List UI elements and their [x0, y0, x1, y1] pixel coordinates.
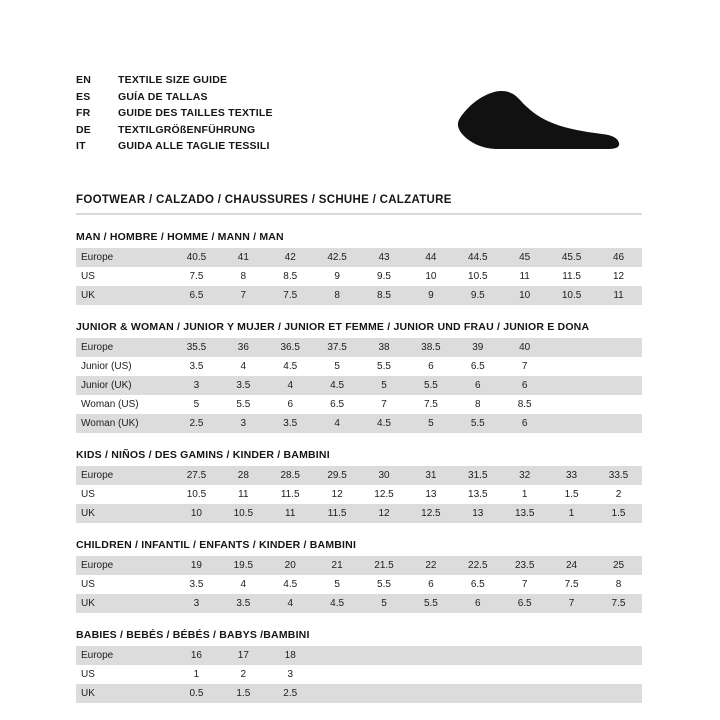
cell: 20: [267, 556, 314, 575]
section-children: [76, 539, 644, 613]
cell: 1.5: [548, 485, 595, 504]
cell: 12: [595, 267, 642, 286]
cell: 5: [361, 376, 408, 395]
cell: [361, 665, 408, 684]
row-label: UK: [76, 286, 173, 305]
cell: 11: [501, 267, 548, 286]
row-label: Europe: [76, 556, 173, 575]
cell: 6: [267, 395, 314, 414]
row-label: UK: [76, 594, 173, 613]
row-label: UK: [76, 504, 173, 523]
cell: 8.5: [501, 395, 548, 414]
cell: 9.5: [454, 286, 501, 305]
cell: 9.5: [361, 267, 408, 286]
row-label: Woman (UK): [76, 414, 173, 433]
section-junior-woman: [76, 321, 644, 433]
cell: 0.5: [173, 684, 220, 703]
cell: 12.5: [407, 504, 454, 523]
cell: 24: [548, 556, 595, 575]
cell: 37.5: [314, 338, 361, 357]
cell: [548, 376, 595, 395]
cell: 4.5: [267, 357, 314, 376]
cell: 7: [220, 286, 267, 305]
section-kids: [76, 449, 644, 523]
cell: 45: [501, 248, 548, 267]
language-code: ES: [76, 90, 91, 103]
cell: 4.5: [361, 414, 408, 433]
cell: 40.5: [173, 248, 220, 267]
cell: 6: [407, 575, 454, 594]
cell: 38.5: [407, 338, 454, 357]
language-title: TEXTILE SIZE GUIDE: [118, 74, 228, 86]
cell: 30: [361, 466, 408, 485]
cell: 7: [361, 395, 408, 414]
row-label: US: [76, 267, 173, 286]
cell: 7.5: [407, 395, 454, 414]
cell: 7.5: [548, 575, 595, 594]
table-row: [76, 594, 642, 613]
language-title: GUÍA DE TALLAS: [118, 90, 208, 103]
cell: [595, 414, 642, 433]
cell: 8.5: [361, 286, 408, 305]
cell: 6: [501, 376, 548, 395]
language-code: EN: [76, 74, 91, 86]
cell: 3.5: [173, 357, 220, 376]
cell: [548, 684, 595, 703]
cell: 28.5: [267, 466, 314, 485]
dress-shoe-icon: [454, 84, 624, 160]
cell: [595, 376, 642, 395]
table-row: [76, 414, 642, 433]
row-label: Europe: [76, 248, 173, 267]
language-code: IT: [76, 140, 86, 152]
language-title: TEXTILGRÖßENFÜHRUNG: [118, 123, 256, 136]
language-code: DE: [76, 123, 91, 136]
cell: 40: [501, 338, 548, 357]
header-divider: [76, 213, 642, 215]
cell: 18: [267, 646, 314, 665]
table-row: [76, 684, 642, 703]
cell: [407, 646, 454, 665]
cell: [595, 338, 642, 357]
cell: 25: [595, 556, 642, 575]
size-table-children: [76, 556, 642, 613]
cell: 10.5: [454, 267, 501, 286]
cell: [361, 646, 408, 665]
cell: [548, 646, 595, 665]
cell: [595, 395, 642, 414]
cell: 11: [220, 485, 267, 504]
cell: [501, 646, 548, 665]
section-title: BABIES / BEBÉS / BÉBÉS / BABYS /BAMBINI: [76, 629, 310, 641]
cell: 6.5: [173, 286, 220, 305]
cell: 44.5: [454, 248, 501, 267]
cell: 3: [173, 376, 220, 395]
cell: [595, 684, 642, 703]
cell: 5: [361, 594, 408, 613]
section-title: MAN / HOMBRE / HOMME / MANN / MAN: [76, 231, 284, 243]
cell: 13: [407, 485, 454, 504]
cell: 1: [548, 504, 595, 523]
cell: 31.5: [454, 466, 501, 485]
footwear-category-title: FOOTWEAR / CALZADO / CHAUSSURES / SCHUHE / CALZATURE: [76, 194, 452, 206]
cell: 33: [548, 466, 595, 485]
cell: [454, 646, 501, 665]
cell: 13.5: [501, 504, 548, 523]
row-label: Junior (US): [76, 357, 173, 376]
language-row: [76, 122, 273, 139]
cell: 7: [548, 594, 595, 613]
cell: 21: [314, 556, 361, 575]
size-table-babies: [76, 646, 642, 703]
language-row: [76, 105, 273, 122]
language-title: GUIDA ALLE TAGLIE TESSILI: [118, 140, 270, 152]
cell: 44: [407, 248, 454, 267]
cell: 19: [173, 556, 220, 575]
cell: [595, 665, 642, 684]
cell: [454, 665, 501, 684]
table-row: [76, 286, 642, 305]
table-row: [76, 575, 642, 594]
cell: 5.5: [454, 414, 501, 433]
cell: [314, 646, 361, 665]
cell: 6.5: [314, 395, 361, 414]
cell: [548, 357, 595, 376]
section-babies: [76, 629, 644, 703]
cell: 12: [314, 485, 361, 504]
cell: 4.5: [267, 575, 314, 594]
row-label: Junior (UK): [76, 376, 173, 395]
cell: 42: [267, 248, 314, 267]
cell: 31: [407, 466, 454, 485]
cell: [454, 684, 501, 703]
cell: 36: [220, 338, 267, 357]
cell: 45.5: [548, 248, 595, 267]
cell: 42.5: [314, 248, 361, 267]
table-row: [76, 267, 642, 286]
cell: 35.5: [173, 338, 220, 357]
cell: 9: [407, 286, 454, 305]
cell: 16: [173, 646, 220, 665]
cell: 27.5: [173, 466, 220, 485]
cell: 28: [220, 466, 267, 485]
language-code: FR: [76, 107, 91, 119]
row-label: UK: [76, 684, 173, 703]
cell: 6: [454, 594, 501, 613]
row-label: Europe: [76, 466, 173, 485]
row-label: Europe: [76, 338, 173, 357]
cell: 38: [361, 338, 408, 357]
cell: 10: [407, 267, 454, 286]
cell: 21.5: [361, 556, 408, 575]
table-row: [76, 556, 642, 575]
cell: 3: [173, 594, 220, 613]
cell: 46: [595, 248, 642, 267]
cell: 8: [220, 267, 267, 286]
cell: 5.5: [407, 594, 454, 613]
cell: 4: [220, 575, 267, 594]
cell: 4: [267, 594, 314, 613]
cell: 7: [501, 575, 548, 594]
language-row: [76, 138, 273, 155]
row-label: US: [76, 665, 173, 684]
cell: [501, 665, 548, 684]
cell: [595, 646, 642, 665]
cell: 6.5: [454, 357, 501, 376]
cell: 12: [361, 504, 408, 523]
cell: 2.5: [173, 414, 220, 433]
row-label: Europe: [76, 646, 173, 665]
table-row: [76, 338, 642, 357]
table-row: [76, 248, 642, 267]
cell: 6: [454, 376, 501, 395]
cell: 3.5: [220, 376, 267, 395]
cell: 5: [314, 575, 361, 594]
section-title: CHILDREN / INFANTIL / ENFANTS / KINDER / BAMBINI: [76, 539, 357, 551]
table-row: [76, 646, 642, 665]
cell: 13: [454, 504, 501, 523]
cell: 3.5: [220, 594, 267, 613]
cell: [314, 665, 361, 684]
cell: 4: [267, 376, 314, 395]
table-row: [76, 485, 642, 504]
cell: 11: [595, 286, 642, 305]
cell: 3: [220, 414, 267, 433]
table-row: [76, 665, 642, 684]
cell: 5.5: [407, 376, 454, 395]
cell: 32: [501, 466, 548, 485]
section-title: JUNIOR & WOMAN / JUNIOR Y MUJER / JUNIOR ET FEMME / JUNIOR UND FRAU / JUNIOR E DONA: [76, 321, 590, 333]
cell: 10.5: [220, 504, 267, 523]
language-row: [76, 72, 273, 89]
cell: 1: [501, 485, 548, 504]
cell: 7: [501, 357, 548, 376]
cell: 2.5: [267, 684, 314, 703]
cell: 1: [173, 665, 220, 684]
cell: [595, 357, 642, 376]
table-row: [76, 357, 642, 376]
cell: [548, 665, 595, 684]
row-label: US: [76, 485, 173, 504]
cell: 36.5: [267, 338, 314, 357]
table-row: [76, 504, 642, 523]
cell: 10: [501, 286, 548, 305]
cell: 10.5: [173, 485, 220, 504]
cell: 8: [314, 286, 361, 305]
cell: 10.5: [548, 286, 595, 305]
cell: [314, 684, 361, 703]
cell: [407, 665, 454, 684]
table-row: [76, 466, 642, 485]
cell: [548, 414, 595, 433]
cell: [361, 684, 408, 703]
cell: 33.5: [595, 466, 642, 485]
cell: 5: [314, 357, 361, 376]
cell: 23.5: [501, 556, 548, 575]
cell: 4: [220, 357, 267, 376]
size-table-man: [76, 248, 642, 305]
cell: 3.5: [267, 414, 314, 433]
cell: 4.5: [314, 376, 361, 395]
cell: 5: [173, 395, 220, 414]
row-label: Woman (US): [76, 395, 173, 414]
cell: 39: [454, 338, 501, 357]
table-row: [76, 395, 642, 414]
cell: 6: [407, 357, 454, 376]
cell: 7.5: [595, 594, 642, 613]
cell: 4: [314, 414, 361, 433]
cell: 3.5: [173, 575, 220, 594]
cell: 11.5: [548, 267, 595, 286]
cell: [548, 395, 595, 414]
cell: 4.5: [314, 594, 361, 613]
cell: 2: [220, 665, 267, 684]
cell: 5: [407, 414, 454, 433]
cell: 29.5: [314, 466, 361, 485]
cell: 3: [267, 665, 314, 684]
row-label: US: [76, 575, 173, 594]
language-title-list: [76, 72, 273, 155]
cell: 5.5: [361, 575, 408, 594]
document-header: [76, 72, 644, 180]
table-row: [76, 376, 642, 395]
cell: [407, 684, 454, 703]
cell: 41: [220, 248, 267, 267]
section-man: [76, 231, 644, 305]
cell: 43: [361, 248, 408, 267]
cell: 5.5: [220, 395, 267, 414]
cell: [548, 338, 595, 357]
cell: 10: [173, 504, 220, 523]
cell: 2: [595, 485, 642, 504]
cell: 13.5: [454, 485, 501, 504]
cell: 6: [501, 414, 548, 433]
cell: 19.5: [220, 556, 267, 575]
size-table-junior-woman: [76, 338, 642, 433]
cell: 1.5: [595, 504, 642, 523]
cell: 6.5: [501, 594, 548, 613]
cell: [501, 684, 548, 703]
cell: 8: [595, 575, 642, 594]
cell: 22.5: [454, 556, 501, 575]
cell: 8.5: [267, 267, 314, 286]
cell: 7.5: [173, 267, 220, 286]
cell: 12.5: [361, 485, 408, 504]
cell: 11: [267, 504, 314, 523]
language-title: GUIDE DES TAILLES TEXTILE: [118, 107, 273, 119]
cell: 9: [314, 267, 361, 286]
size-table-kids: [76, 466, 642, 523]
language-row: [76, 89, 273, 106]
cell: 22: [407, 556, 454, 575]
cell: 5.5: [361, 357, 408, 376]
cell: 7.5: [267, 286, 314, 305]
cell: 11.5: [267, 485, 314, 504]
cell: 6.5: [454, 575, 501, 594]
section-title: KIDS / NIÑOS / DES GAMINS / KINDER / BAMBINI: [76, 449, 330, 461]
cell: 17: [220, 646, 267, 665]
cell: 1.5: [220, 684, 267, 703]
cell: 8: [454, 395, 501, 414]
cell: 11.5: [314, 504, 361, 523]
